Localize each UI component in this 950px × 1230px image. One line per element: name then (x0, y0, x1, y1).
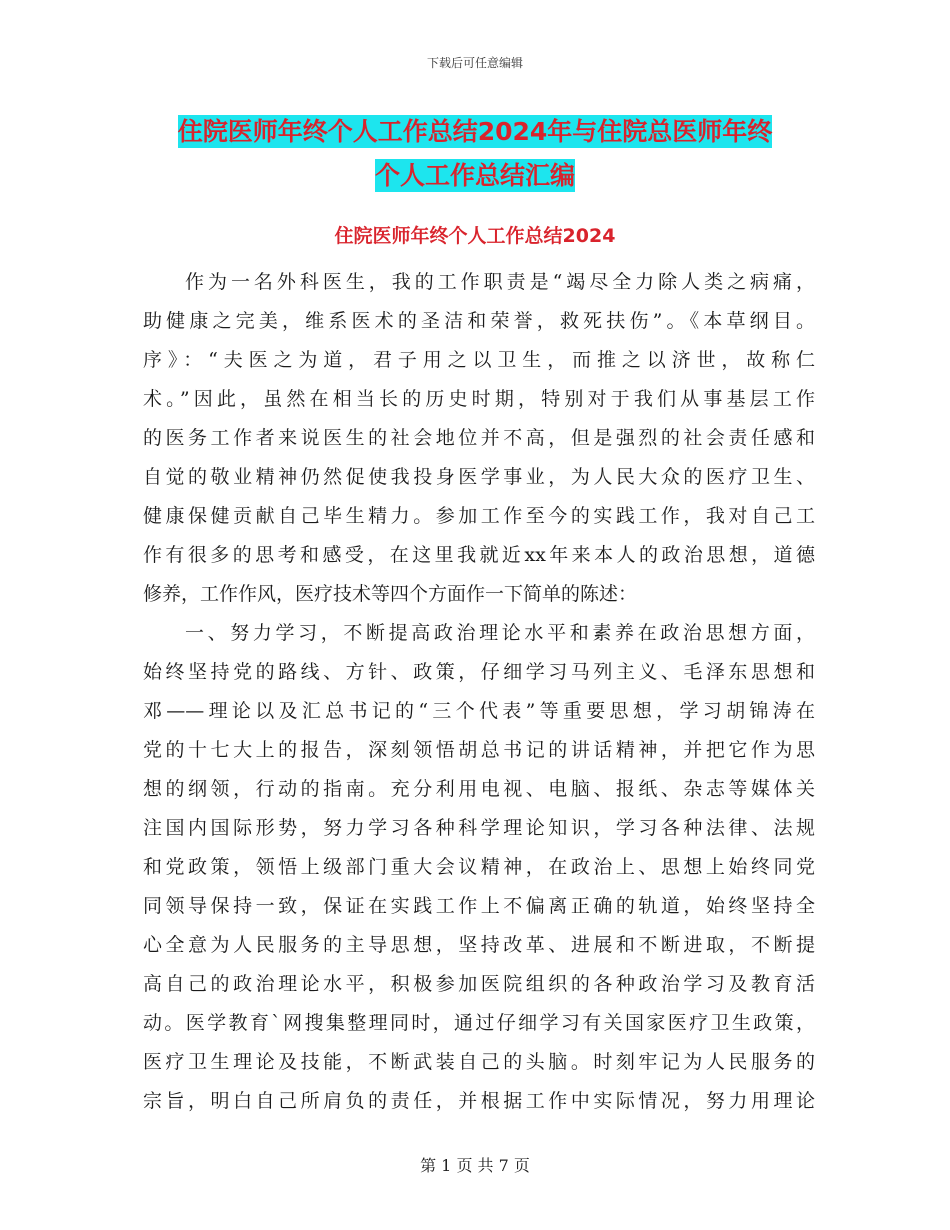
text-line: 动。医学教育`网搜集整理同时，通过仔细学习有关国家医疗卫生政策， (143, 1012, 815, 1034)
text-line: 医疗卫生理论及技能，不断武装自己的头脑。时刻牢记为人民服务的 (143, 1051, 815, 1073)
document-title (0, 110, 950, 198)
body-text (143, 263, 815, 1121)
section-title: 住院医师年终个人工作总结2024 (334, 225, 616, 247)
text-line: 和党政策，领悟上级部门重大会议精神，在政治上、思想上始终同党 (143, 856, 815, 878)
text-line: 宗旨，明白自己所肩负的责任，并根据工作中实际情况，努力用理论 (143, 1090, 815, 1112)
text-line: 邓——理论以及汇总书记的“三个代表”等重要思想，学习胡锦涛在 (143, 700, 815, 722)
text-line: 序》：“夫医之为道，君子用之以卫生，而推之以济世，故称仁 (143, 349, 815, 371)
text-line: 心全意为人民服务的主导思想，坚持改革、进展和不断进取，不断提 (143, 934, 815, 956)
text-line: 健康保健贡献自己毕生精力。参加工作至今的实践工作，我对自己工 (143, 505, 815, 527)
text-line: 的医务工作者来说医生的社会地位并不高，但是强烈的社会责任感和 (143, 427, 815, 449)
title-line-1: 住院医师年终个人工作总结2024年与住院总医师年终 (177, 117, 773, 146)
text-line: 一、努力学习，不断提高政治理论水平和素养在政治思想方面， (185, 622, 815, 644)
text-line: 作有很多的思考和感受，在这里我就近xx年来本人的政治思想，道德 (143, 544, 815, 566)
title-line-2: 个人工作总结汇编 (374, 161, 575, 190)
paragraph-2 (143, 614, 815, 1121)
header-note: 下载后可任意编辑 (426, 56, 523, 70)
text-line: 党的十七大上的报告，深刻领悟胡总书记的讲话精神，并把它作为思 (143, 739, 815, 761)
text-line: 同领导保持一致，保证在实践工作上不偏离正确的轨道，始终坚持全 (143, 895, 815, 917)
text-line: 助健康之完美，维系医术的圣洁和荣誉，救死扶伤”。《本草纲目。 (143, 310, 815, 332)
text-line: 想的纲领，行动的指南。充分利用电视、电脑、报纸、杂志等媒体关 (143, 778, 815, 800)
page-footer: 第 1 页 共 7 页 (420, 1156, 530, 1175)
text-line: 自觉的敬业精神仍然促使我投身医学事业，为人民大众的医疗卫生、 (143, 466, 815, 488)
text-line: 作为一名外科医生，我的工作职责是“竭尽全力除人类之病痛， (185, 271, 815, 293)
text-line: 高自己的政治理论水平，积极参加医院组织的各种政治学习及教育活 (143, 973, 815, 995)
text-line: 修养，工作作风，医疗技术等四个方面作一下简单的陈述： (143, 583, 638, 605)
text-line: 注国内国际形势，努力学习各种科学理论知识，学习各种法律、法规 (143, 817, 815, 839)
text-line: 术。”因此，虽然在相当长的历史时期，特别对于我们从事基层工作 (143, 388, 815, 410)
paragraph-1 (143, 263, 815, 614)
text-line: 始终坚持党的路线、方针、政策，仔细学习马列主义、毛泽东思想和 (143, 661, 815, 683)
